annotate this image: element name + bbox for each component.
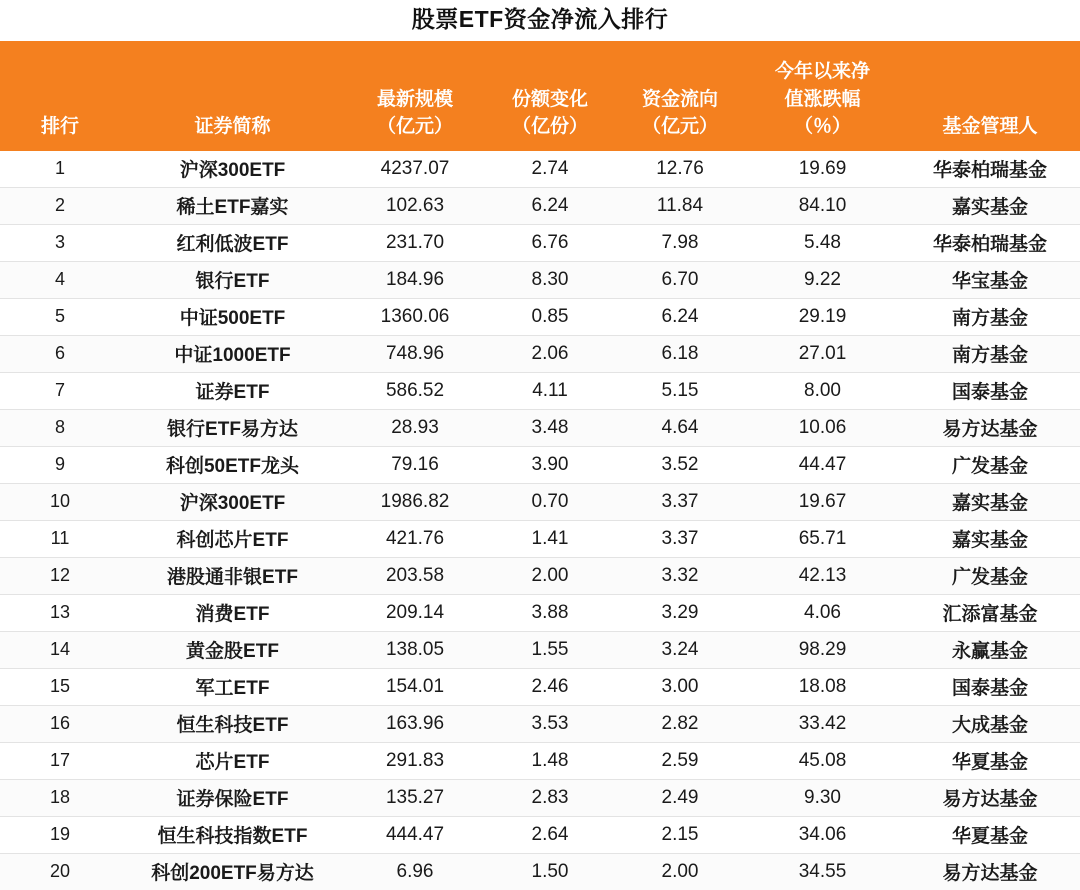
cell-latest-scale: 138.05 <box>345 631 485 668</box>
cell-fund-flow: 6.18 <box>615 335 745 372</box>
cell-share-change: 8.30 <box>485 261 615 298</box>
cell-security-name: 科创200ETF易方达 <box>120 853 345 890</box>
cell-fund-flow: 7.98 <box>615 224 745 261</box>
cell-fund-manager: 广发基金 <box>900 557 1080 594</box>
cell-rank: 8 <box>0 409 120 446</box>
cell-rank: 20 <box>0 853 120 890</box>
cell-share-change: 2.46 <box>485 668 615 705</box>
table-row <box>0 409 1080 446</box>
cell-security-name: 港股通非银ETF <box>120 557 345 594</box>
table-row <box>0 520 1080 557</box>
column-header-rank-line-1: 排行 <box>40 116 79 138</box>
cell-fund-flow: 3.37 <box>615 483 745 520</box>
table-body <box>0 151 1080 890</box>
cell-security-name: 证券保险ETF <box>120 779 345 816</box>
column-header-ytd-return-line-3: （％） <box>793 116 851 138</box>
cell-fund-flow: 3.52 <box>615 446 745 483</box>
cell-security-name: 黄金股ETF <box>120 631 345 668</box>
cell-share-change: 6.76 <box>485 224 615 261</box>
cell-latest-scale: 135.27 <box>345 779 485 816</box>
cell-rank: 15 <box>0 668 120 705</box>
cell-fund-flow: 6.70 <box>615 261 745 298</box>
cell-fund-manager: 易方达基金 <box>900 779 1080 816</box>
cell-ytd-return: 33.42 <box>745 705 900 742</box>
column-header-fund-flow-line-2: （亿元） <box>641 116 718 138</box>
column-header-ytd-return <box>745 41 900 151</box>
page-title: 股票ETF资金净流入排行 <box>411 6 669 32</box>
cell-security-name: 恒生科技ETF <box>120 705 345 742</box>
cell-security-name: 科创50ETF龙头 <box>120 446 345 483</box>
table-row <box>0 335 1080 372</box>
cell-rank: 11 <box>0 520 120 557</box>
cell-share-change: 3.53 <box>485 705 615 742</box>
cell-ytd-return: 18.08 <box>745 668 900 705</box>
cell-fund-flow: 2.15 <box>615 816 745 853</box>
cell-rank: 19 <box>0 816 120 853</box>
table-row <box>0 816 1080 853</box>
cell-security-name: 科创芯片ETF <box>120 520 345 557</box>
column-header-scale-line-1: 最新规模 <box>376 88 453 110</box>
table-row <box>0 483 1080 520</box>
table-row <box>0 742 1080 779</box>
cell-security-name: 消费ETF <box>120 594 345 631</box>
cell-fund-flow: 4.64 <box>615 409 745 446</box>
table-row <box>0 187 1080 224</box>
cell-ytd-return: 9.22 <box>745 261 900 298</box>
column-header-share-change <box>485 41 615 151</box>
cell-ytd-return: 8.00 <box>745 372 900 409</box>
cell-latest-scale: 1986.82 <box>345 483 485 520</box>
cell-security-name: 中证1000ETF <box>120 335 345 372</box>
cell-share-change: 2.00 <box>485 557 615 594</box>
cell-ytd-return: 27.01 <box>745 335 900 372</box>
cell-fund-manager: 南方基金 <box>900 335 1080 372</box>
cell-latest-scale: 6.96 <box>345 853 485 890</box>
cell-security-name: 证券ETF <box>120 372 345 409</box>
cell-ytd-return: 5.48 <box>745 224 900 261</box>
table-row <box>0 151 1080 188</box>
table-row <box>0 631 1080 668</box>
cell-ytd-return: 4.06 <box>745 594 900 631</box>
column-header-ytd-return-line-1: 今年以来净 <box>774 60 870 82</box>
cell-rank: 16 <box>0 705 120 742</box>
cell-share-change: 0.70 <box>485 483 615 520</box>
cell-fund-manager: 华夏基金 <box>900 742 1080 779</box>
cell-latest-scale: 203.58 <box>345 557 485 594</box>
cell-fund-manager: 嘉实基金 <box>900 187 1080 224</box>
cell-ytd-return: 65.71 <box>745 520 900 557</box>
cell-latest-scale: 291.83 <box>345 742 485 779</box>
column-header-fund-flow <box>615 41 745 151</box>
column-header-share-change-line-2: （亿份） <box>511 116 588 138</box>
cell-security-name: 银行ETF <box>120 261 345 298</box>
cell-rank: 7 <box>0 372 120 409</box>
cell-share-change: 4.11 <box>485 372 615 409</box>
cell-fund-flow: 3.00 <box>615 668 745 705</box>
table-row <box>0 594 1080 631</box>
cell-security-name: 军工ETF <box>120 668 345 705</box>
cell-ytd-return: 42.13 <box>745 557 900 594</box>
cell-security-name: 中证500ETF <box>120 298 345 335</box>
cell-latest-scale: 4237.07 <box>345 151 485 188</box>
cell-ytd-return: 45.08 <box>745 742 900 779</box>
cell-security-name: 银行ETF易方达 <box>120 409 345 446</box>
cell-share-change: 3.90 <box>485 446 615 483</box>
cell-latest-scale: 421.76 <box>345 520 485 557</box>
cell-latest-scale: 444.47 <box>345 816 485 853</box>
cell-latest-scale: 586.52 <box>345 372 485 409</box>
cell-fund-manager: 大成基金 <box>900 705 1080 742</box>
cell-fund-flow: 12.76 <box>615 151 745 188</box>
cell-fund-flow: 2.82 <box>615 705 745 742</box>
cell-security-name: 芯片ETF <box>120 742 345 779</box>
column-header-share-change-line-1: 份额变化 <box>511 88 588 110</box>
column-header-scale <box>345 41 485 151</box>
cell-share-change: 2.83 <box>485 779 615 816</box>
cell-share-change: 0.85 <box>485 298 615 335</box>
cell-latest-scale: 79.16 <box>345 446 485 483</box>
cell-rank: 1 <box>0 151 120 188</box>
cell-share-change: 3.88 <box>485 594 615 631</box>
cell-fund-manager: 华泰柏瑞基金 <box>900 224 1080 261</box>
cell-rank: 5 <box>0 298 120 335</box>
cell-latest-scale: 209.14 <box>345 594 485 631</box>
cell-fund-flow: 2.00 <box>615 853 745 890</box>
cell-ytd-return: 98.29 <box>745 631 900 668</box>
cell-rank: 3 <box>0 224 120 261</box>
cell-ytd-return: 10.06 <box>745 409 900 446</box>
cell-share-change: 2.06 <box>485 335 615 372</box>
cell-fund-manager: 国泰基金 <box>900 668 1080 705</box>
cell-security-name: 沪深300ETF <box>120 483 345 520</box>
cell-ytd-return: 9.30 <box>745 779 900 816</box>
cell-fund-flow: 3.24 <box>615 631 745 668</box>
column-header-manager <box>900 41 1080 151</box>
cell-ytd-return: 19.67 <box>745 483 900 520</box>
cell-ytd-return: 44.47 <box>745 446 900 483</box>
column-header-manager-line-1: 基金管理人 <box>942 116 1038 138</box>
cell-fund-manager: 嘉实基金 <box>900 483 1080 520</box>
cell-share-change: 1.41 <box>485 520 615 557</box>
cell-latest-scale: 748.96 <box>345 335 485 372</box>
cell-fund-flow: 6.24 <box>615 298 745 335</box>
cell-fund-manager: 广发基金 <box>900 446 1080 483</box>
cell-fund-flow: 3.32 <box>615 557 745 594</box>
cell-fund-flow: 3.37 <box>615 520 745 557</box>
cell-latest-scale: 28.93 <box>345 409 485 446</box>
cell-ytd-return: 84.10 <box>745 187 900 224</box>
cell-ytd-return: 34.06 <box>745 816 900 853</box>
cell-fund-manager: 汇添富基金 <box>900 594 1080 631</box>
cell-fund-manager: 国泰基金 <box>900 372 1080 409</box>
cell-latest-scale: 102.63 <box>345 187 485 224</box>
cell-rank: 12 <box>0 557 120 594</box>
cell-security-name: 沪深300ETF <box>120 151 345 188</box>
cell-rank: 6 <box>0 335 120 372</box>
table-row <box>0 298 1080 335</box>
cell-rank: 9 <box>0 446 120 483</box>
cell-latest-scale: 163.96 <box>345 705 485 742</box>
cell-fund-manager: 易方达基金 <box>900 409 1080 446</box>
cell-rank: 13 <box>0 594 120 631</box>
cell-ytd-return: 34.55 <box>745 853 900 890</box>
cell-fund-flow: 2.49 <box>615 779 745 816</box>
cell-fund-manager: 易方达基金 <box>900 853 1080 890</box>
cell-latest-scale: 154.01 <box>345 668 485 705</box>
table-row <box>0 705 1080 742</box>
cell-share-change: 2.64 <box>485 816 615 853</box>
column-header-scale-line-2: （亿元） <box>376 116 453 138</box>
table-header-row <box>0 41 1080 151</box>
cell-rank: 4 <box>0 261 120 298</box>
table-row <box>0 224 1080 261</box>
cell-share-change: 2.74 <box>485 151 615 188</box>
column-header-name-line-1: 证券简称 <box>194 116 271 138</box>
cell-share-change: 3.48 <box>485 409 615 446</box>
cell-latest-scale: 231.70 <box>345 224 485 261</box>
table-row <box>0 372 1080 409</box>
cell-fund-manager: 永赢基金 <box>900 631 1080 668</box>
cell-rank: 18 <box>0 779 120 816</box>
cell-fund-flow: 11.84 <box>615 187 745 224</box>
table-row <box>0 853 1080 890</box>
cell-rank: 17 <box>0 742 120 779</box>
table-row <box>0 668 1080 705</box>
cell-fund-manager: 华夏基金 <box>900 816 1080 853</box>
column-header-name <box>120 41 345 151</box>
cell-security-name: 红利低波ETF <box>120 224 345 261</box>
cell-share-change: 1.48 <box>485 742 615 779</box>
table-row <box>0 261 1080 298</box>
cell-ytd-return: 29.19 <box>745 298 900 335</box>
cell-fund-flow: 5.15 <box>615 372 745 409</box>
column-header-rank <box>0 41 120 151</box>
cell-share-change: 1.55 <box>485 631 615 668</box>
cell-security-name: 稀土ETF嘉实 <box>120 187 345 224</box>
cell-rank: 2 <box>0 187 120 224</box>
cell-share-change: 1.50 <box>485 853 615 890</box>
cell-fund-manager: 嘉实基金 <box>900 520 1080 557</box>
cell-ytd-return: 19.69 <box>745 151 900 188</box>
table-row <box>0 779 1080 816</box>
cell-share-change: 6.24 <box>485 187 615 224</box>
cell-fund-manager: 南方基金 <box>900 298 1080 335</box>
column-header-ytd-return-line-2: 值涨跌幅 <box>784 88 861 110</box>
table-row <box>0 446 1080 483</box>
cell-latest-scale: 184.96 <box>345 261 485 298</box>
etf-ranking-table <box>0 41 1080 890</box>
table-header <box>0 41 1080 151</box>
cell-fund-flow: 2.59 <box>615 742 745 779</box>
table-row <box>0 557 1080 594</box>
cell-fund-manager: 华宝基金 <box>900 261 1080 298</box>
cell-latest-scale: 1360.06 <box>345 298 485 335</box>
column-header-fund-flow-line-1: 资金流向 <box>641 88 718 110</box>
cell-rank: 10 <box>0 483 120 520</box>
cell-fund-flow: 3.29 <box>615 594 745 631</box>
cell-rank: 14 <box>0 631 120 668</box>
cell-fund-manager: 华泰柏瑞基金 <box>900 151 1080 188</box>
cell-security-name: 恒生科技指数ETF <box>120 816 345 853</box>
